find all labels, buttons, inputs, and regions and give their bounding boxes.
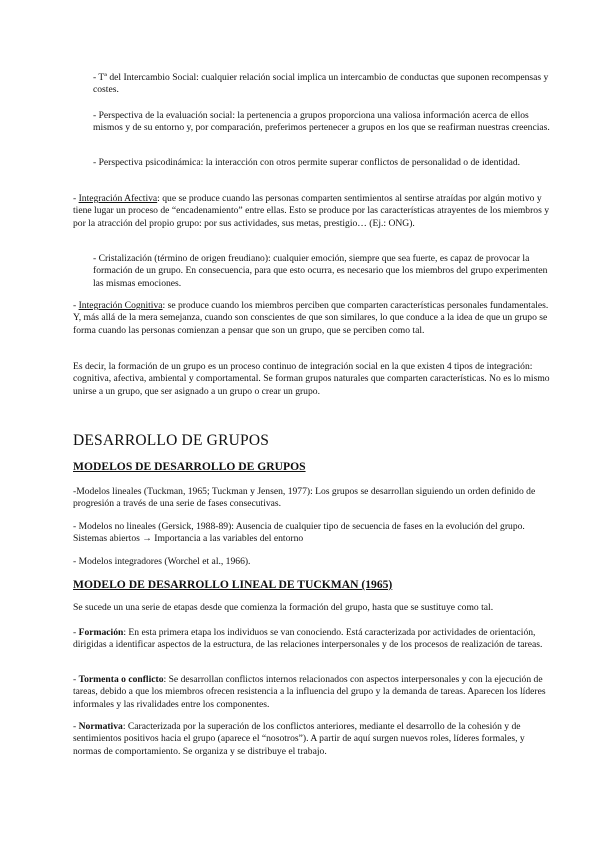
subheading-tuckman-model: MODELO DE DESARROLLO LINEAL DE TUCKMAN (1965) xyxy=(73,578,393,591)
paragraph-forming xyxy=(73,627,553,652)
paragraph-cognitive-integration xyxy=(73,300,553,337)
dash: - xyxy=(73,193,79,204)
paragraph-psychodynamic: - Perspectiva psicodinámica: la interacción con otros permite superar conflictos de personalidad o de identidad. xyxy=(93,157,521,168)
dash: - xyxy=(73,674,79,685)
norming-text: : Caracterizada por la superación de los conflictos anteriores, mediante el desarrollo de la cohesión y de sentimientos positivos hacia el grupo (aparece el “nosotros”). A partir de aquí surgen nuevos roles, líderes formales, y normas de comportamiento. Se organiza y se distribuye el trabajo. xyxy=(73,721,525,757)
paragraph-social-evaluation: - Perspectiva de la evaluación social: la pertenencia a grupos proporciona una valiosa información acerca de ellos mismos y de su entorno y, por comparación, preferimos pertenecer a grupos en los que se reafirman nuestras creencias. xyxy=(93,110,550,134)
dash: - xyxy=(73,627,79,638)
paragraph-nonlinear-models: - Modelos no lineales (Gersick, 1988-89): Ausencia de cualquier tipo de secuencia de fases en la evolución del grupo. Sistemas abiertos → Importancia a las variables del entorno xyxy=(73,521,525,545)
dash: - xyxy=(73,721,79,732)
dash: - xyxy=(73,300,79,311)
paragraph-linear-models: -Modelos lineales (Tuckman, 1965; Tuckman y Jensen, 1977): Los grupos se desarrollan siguiendo un orden definido de progresión a través de una serie de fases consecutivas. xyxy=(73,486,536,510)
paragraph-storming xyxy=(73,674,553,711)
term-cognitive-integration: Integración Cognitiva xyxy=(78,300,163,311)
paragraph-summary: Es decir, la formación de un grupo es un proceso continuo de integración social en la que existen 4 tipos de integración: cognitiva, afectiva, ambiental y comportamental. Se forman grupos naturales que comparten características. No es lo mismo unirse a un grupo, que ser asignado a un grupo o crear un grupo. xyxy=(73,361,550,397)
paragraph-norming xyxy=(73,721,553,758)
term-storming: Tormenta o conflicto xyxy=(78,674,164,685)
forming-text: : En esta primera etapa los individuos se van conociendo. Está caracterizada por actividades de orientación, dirigidas a identificar aspectos de la estructura, de las relaciones interpersonales y de los procesos de realización de tareas. xyxy=(73,627,543,651)
paragraph-stages-intro: Se sucede un una serie de etapas desde que comienza la formación del grupo, hasta que se sustituye como tal. xyxy=(73,602,494,613)
term-norming: Normativa xyxy=(78,721,123,732)
term-forming: Formación xyxy=(78,627,124,638)
paragraph-social-exchange: - Tª del Intercambio Social: cualquier relación social implica un intercambio de conductas que suponen recompensas y costes. xyxy=(93,72,549,96)
term-affective-integration: Integración Afectiva xyxy=(78,193,158,204)
cognitive-integration-text: : se produce cuando los miembros perciben que comparten características personales fundamentales. Y, más allá de la mera semejanza, cuando son conscientes de que son similares, lo que conduce a la idea de que un grupo se forma cuando las personas comienzan a pensar que son un grupo, que se perciben como tal. xyxy=(73,300,549,336)
subheading-development-models: MODELOS DE DESARROLLO DE GRUPOS xyxy=(73,460,306,473)
paragraph-crystallization: - Cristalización (término de origen freudiano): cualquier emoción, siempre que sea fuerte, es capaz de provocar la formación de un grupo. En consecuencia, para que esto ocurra, es necesario que los miembros del grupo experimenten las mismas emociones. xyxy=(93,253,548,289)
storming-text: : Se desarrollan conflictos internos relacionados con aspectos interpersonales y con la ejecución de tareas, debido a que los miembros ofrecen resistencia a la influencia del grupo y la demanda de tareas. Aparecen los líderes informales y las rivalidades entre los componentes. xyxy=(73,674,546,710)
paragraph-affective-integration xyxy=(73,193,553,230)
affective-integration-text: : que se produce cuando las personas comparten sentimientos al sentirse atraídas por algún motivo y tiene lugar un proceso de “encadenamiento” entre ellas. Esto se produce por las características atrayentes de los miembros y por la atracción del propio grupo: por sus actividades, sus metas, prestigio… (Ej.: ONG). xyxy=(73,193,550,229)
section-heading: DESARROLLO DE GRUPOS xyxy=(73,432,270,449)
paragraph-integrative-models: - Modelos integradores (Worchel et al., 1966). xyxy=(73,556,251,567)
